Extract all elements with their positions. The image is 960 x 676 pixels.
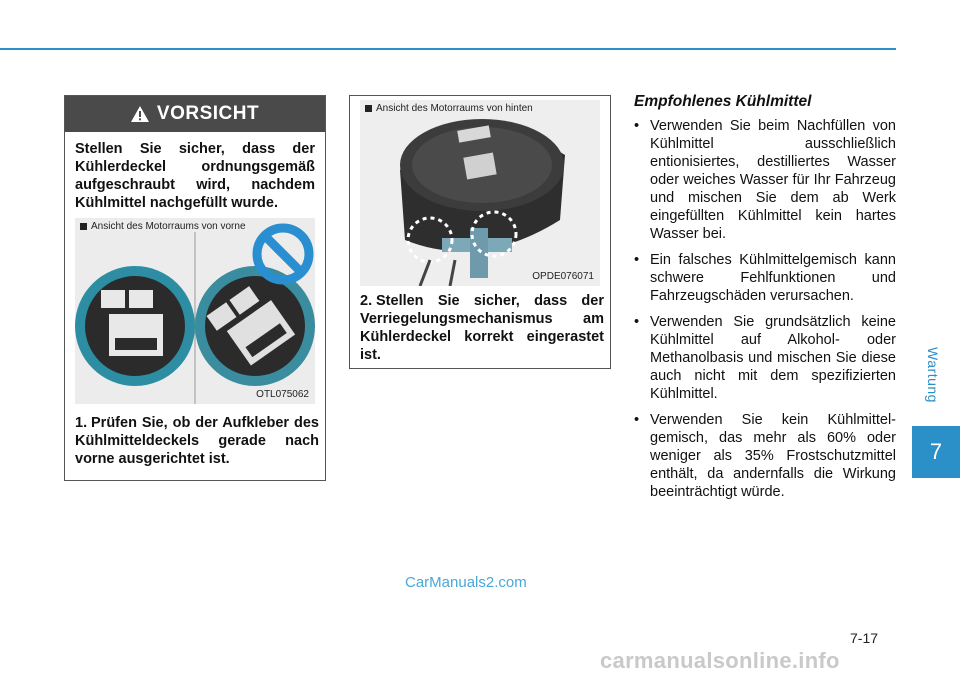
list-item-text: Verwenden Sie kein Kühlmittel-gemisch, das mehr als 60% oder weniger als 35% Frostschutzmittel enthält, da andernfalls die Wirkung beeinträchtigt würde. [650, 412, 896, 500]
section-label-text: Wartung [925, 347, 942, 403]
coolant-cap-front-illustration [75, 218, 315, 404]
bullet-icon: • [634, 118, 640, 134]
coolant-cap-rear-illustration [360, 100, 600, 286]
chapter-tab[interactable]: 7 [912, 426, 960, 478]
recommended-coolant-section [634, 93, 896, 509]
warning-triangle-icon [131, 106, 149, 122]
warning-box [64, 95, 326, 481]
front-view-figure [75, 218, 315, 404]
footer-watermark: carmanualsonline.info [600, 648, 840, 673]
bullet-icon: • [634, 252, 640, 268]
list-item-text: Verwenden Sie beim Nachfüllen von Kühlmittel ausschließlich entionisiertes, destilliertes Wasser oder weiches Wasser für Ihr Fahrzeug und mischen Sie dem ab Werk eingefüllten Kühlmittel kein hartes Wasser bei. [650, 118, 896, 242]
figure-caption [80, 221, 246, 232]
bullet-icon: • [634, 314, 640, 330]
warning-header-label: VORSICHT [156, 103, 260, 124]
top-rule [0, 48, 896, 50]
step-number: 2. [360, 293, 373, 309]
step-text: Stellen Sie sicher, dass der Verriegelungsmechanismus am Kühlerdeckel korrekt eingerastet ist. [360, 293, 604, 363]
caption-square-icon [80, 223, 87, 230]
bullet-icon: • [634, 412, 640, 428]
step-1 [75, 414, 319, 468]
figure-caption-text: Ansicht des Motorraums von vorne [91, 221, 246, 232]
rear-view-figure [360, 100, 600, 286]
caption-square-icon [365, 105, 372, 112]
step-2 [360, 292, 604, 364]
list-item-text: Verwenden Sie grundsätzlich keine Kühlmittel auf Alkohol- oder Methanolbasis und mischen Sie diese auch nicht mit dem spezifizierten Kühlmittel. [650, 314, 896, 402]
figure-code: OTL075062 [256, 389, 309, 400]
figure-caption [365, 103, 533, 114]
figure-caption-text: Ansicht des Motorraums von hinten [376, 103, 533, 114]
list-item [634, 411, 896, 501]
page-number: 7-17 [850, 630, 879, 646]
middle-box [349, 95, 611, 369]
section-side-label [918, 330, 948, 420]
list-item [634, 251, 896, 305]
list-item [634, 117, 896, 243]
warning-text: Stellen Sie sicher, dass der Kühlerdeckel ordnungsgemäß aufgeschraubt wird, nachdem Kühlmittel nachgefüllt wurde. [75, 141, 315, 211]
section-title: Empfohlenes Kühlmittel [634, 93, 812, 110]
figure-code: OPDE076071 [532, 271, 594, 282]
list-item-text: Ein falsches Kühlmittelgemisch kann schwere Fehlfunktionen und Fahrzeugschäden verursachen. [650, 252, 896, 304]
step-text: Prüfen Sie, ob der Aufkleber des Kühlmitteldeckels gerade nach vorne ausgerichtet ist. [75, 415, 319, 467]
watermark-link[interactable]: CarManuals2.com [405, 574, 527, 591]
warning-header [65, 96, 325, 132]
list-item [634, 313, 896, 403]
step-number: 1. [75, 415, 88, 431]
